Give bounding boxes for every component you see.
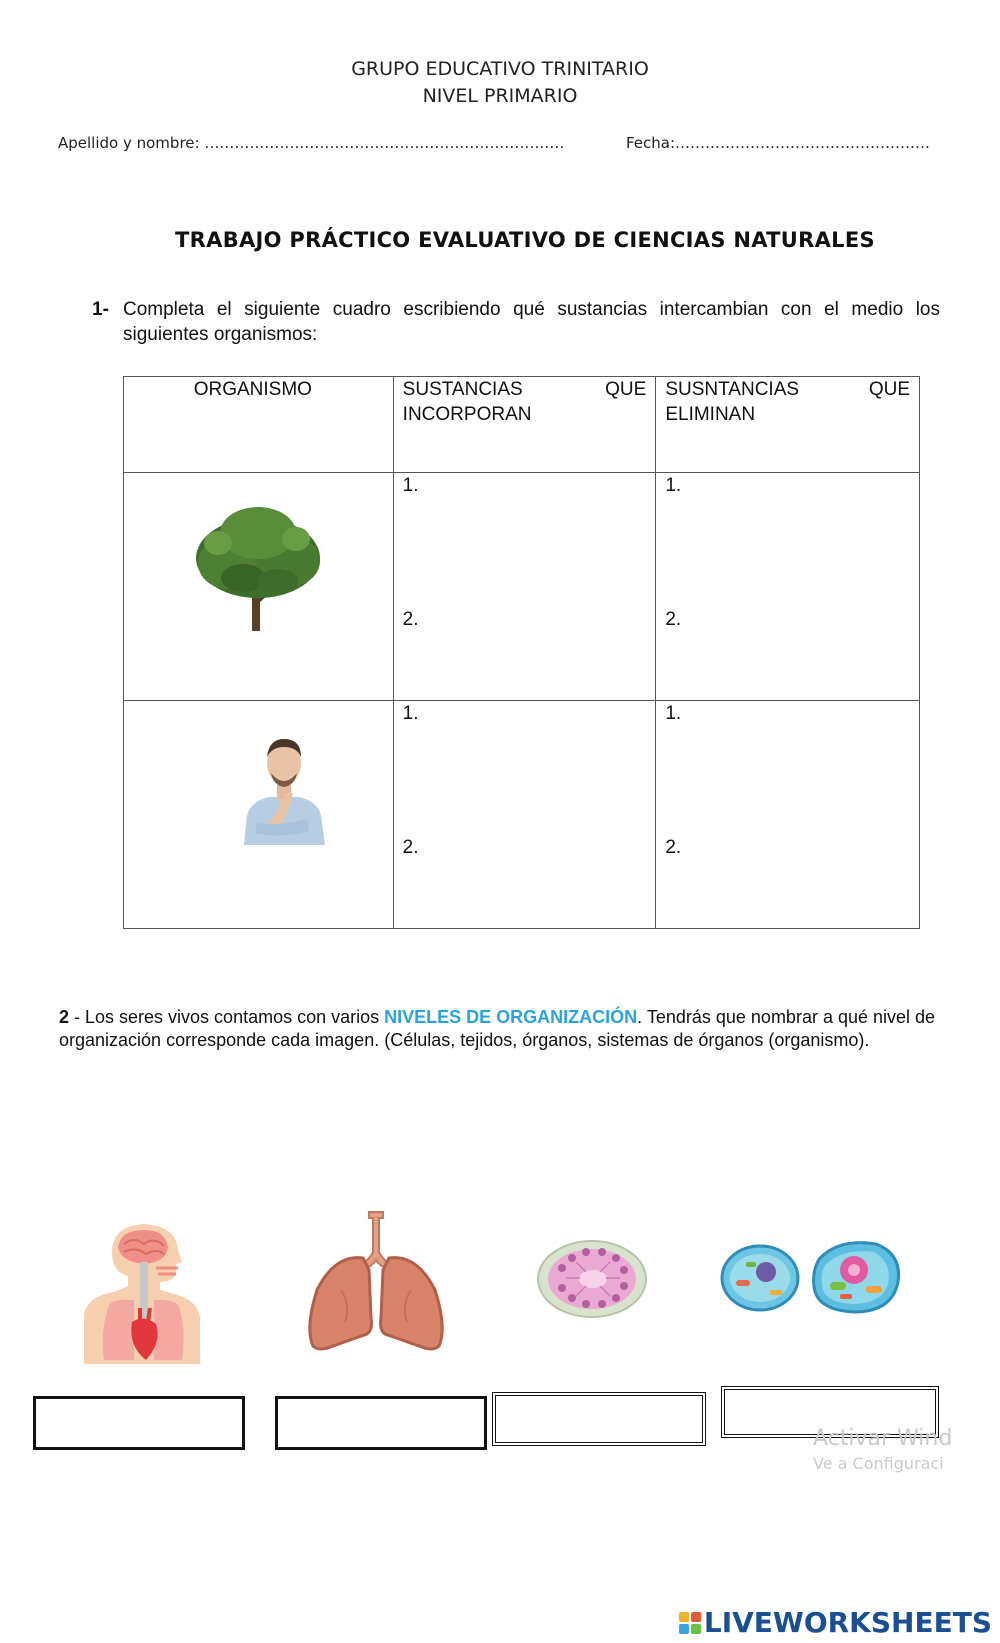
school-name: GRUPO EDUCATIVO TRINITARIO [351,58,649,80]
tree-eliminate-2: 2. [665,609,682,630]
human-incorporate-cell[interactable] [393,701,656,929]
body-systems-icon [84,1222,202,1364]
question-1-number: 1- [92,299,109,320]
human-eliminate-cell[interactable] [656,701,920,929]
lungs-icon [305,1210,447,1352]
answer-box-1[interactable] [33,1396,245,1450]
tree-eliminate-1: 1. [665,475,682,496]
tissue-icon [536,1238,648,1320]
school-level: NIVEL PRIMARIO [422,85,578,107]
page-title: TRABAJO PRÁCTICO EVALUATIVO DE CIENCIAS NATURALES [175,228,875,252]
activation-watermark-line1: Activar Wind [813,1426,953,1451]
brand-logo [679,1606,992,1639]
question-2-number: 2 [59,1007,70,1027]
organism-human-cell [124,701,394,929]
header-eliminate: SUSNTANCIAS QUE ELIMINAN [656,377,920,473]
tree-icon [188,503,328,633]
human-incorporate-1: 1. [402,703,419,724]
question-2-text-post: . Tendrás que nombrar a qué nivel de organización corresponde cada imagen. (Células, tejidos, órganos, sistemas de órganos (organismo). [59,1007,936,1050]
header-incorporate: SUSTANCIAS QUE INCORPORAN [393,377,656,473]
question-2-highlight: NIVELES DE ORGANIZACIÓN [384,1007,638,1027]
tree-eliminate-cell[interactable] [656,473,920,701]
brand-text: LIVEWORKSHEETS [703,1606,992,1639]
tree-incorporate-1: 1. [402,475,419,496]
answer-box-2[interactable] [275,1396,487,1450]
human-incorporate-2: 2. [402,837,419,858]
name-field-label: Apellido y nombre: ……………………………………………………………… [58,134,565,152]
question-2-text-pre: - Los seres vivos contamos con varios [69,1007,385,1027]
date-field-label: Fecha:…………………………………………… [626,134,931,152]
header-organism: ORGANISMO [124,377,394,473]
tree-incorporate-cell[interactable] [393,473,656,701]
tree-incorporate-2: 2. [402,609,419,630]
organism-tree-cell [124,473,394,701]
cells-icon [720,1236,902,1320]
organism-table [123,376,920,929]
brand-logo-icon [679,1612,701,1634]
person-icon [239,727,329,845]
question-1-text: Completa el siguiente cuadro escribiendo qué sustancias intercambian con el medio los siguientes organismos: [123,299,940,345]
activation-watermark-line2: Ve a Configuraci [813,1454,944,1473]
answer-box-3[interactable] [492,1392,706,1446]
human-eliminate-1: 1. [665,703,682,724]
question-2 [59,1006,944,1052]
human-eliminate-2: 2. [665,837,682,858]
